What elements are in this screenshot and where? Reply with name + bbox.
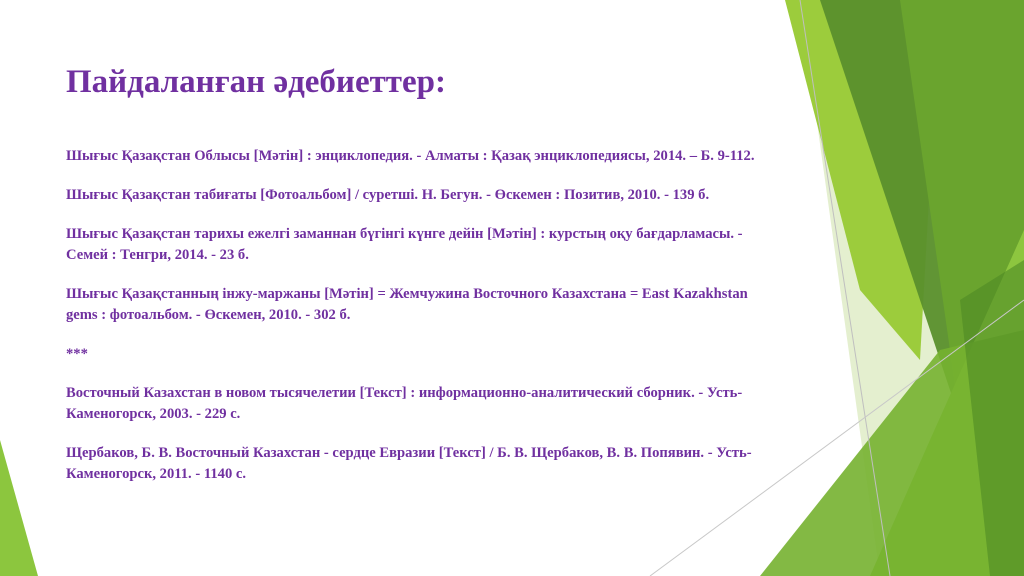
- reference-item: Шығыс Қазақстан табиғаты [Фотоальбом] / суретші. Н. Бегун. - Өскемен : Позитив, 2010. - 139 б.: [66, 187, 710, 203]
- reference-list: [66, 146, 766, 503]
- reference-item: Шығыс Қазақстанның інжу-маржаны [Мәтін] = Жемчужина Восточного Казахстана = East Kazakhstan gems : фотоальбом. - Өскемен, 2010. - 302 б.: [66, 286, 748, 323]
- slide-title: Пайдаланған әдебиеттер:: [66, 64, 446, 100]
- reference-item: Щербаков, Б. В. Восточный Казахстан - сердце Евразии [Текст] / Б. В. Щербаков, В. В. Попявин. - Усть-Каменогорск, 2011. - 1140 с.: [66, 445, 752, 482]
- reference-item: Шығыс Қазақстан тарихы ежелгі заманнан бүгінгі күнге дейін [Мәтін] : курстың оқу бағдарламасы. - Семей : Тенгри, 2014. - 23 б.: [66, 226, 743, 263]
- separator-stars: ***: [66, 346, 88, 362]
- reference-item: Восточный Казахстан в новом тысячелетии [Текст] : информационно-аналитический сборник. - Усть-Каменогорск, 2003. - 229 с.: [66, 385, 743, 422]
- reference-item: Шығыс Қазақстан Облысы [Мәтін] : энциклопедия. - Алматы : Қазақ энциклопедиясы, 2014. – Б. 9-112.: [66, 148, 755, 164]
- left-green-sliver: [0, 440, 38, 576]
